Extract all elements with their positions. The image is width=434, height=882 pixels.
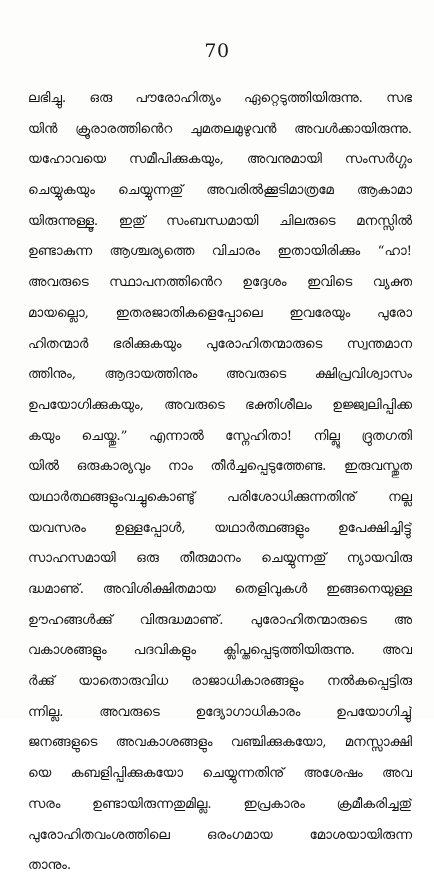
text-line: സരം ഉണ്ടായിരുന്നതുമില്ല. ഇപ്രകാരം ക്രമീകരിച്ചതു്	[28, 796, 412, 812]
text-line: യിരുന്നുള്ളൂ. ഇതു് സംബന്ധമായി ചിലരുടെ മനസ്സിൽ	[28, 213, 412, 229]
text-line: കയും ചെയ്തു.” എന്നാൽ സ്നേഹിതാ! നില്ലൂ ദ്രുതഗതി	[28, 428, 412, 444]
text-line: മായല്ലൊ, ഇതരജാതികളെപ്പോലെ ഇവരേയും പുരോ	[28, 305, 412, 321]
text-line: യെ കബളിപ്പിക്കുകയോ ചെയ്യുന്നതിനു് അശേഷം അവ	[28, 766, 412, 782]
text-line: സാഹസമായി ഒരു തീരുമാനം ചെയ്യുന്നതു് ന്യായവിരു	[28, 551, 412, 567]
text-line: ജനങ്ങളുടെ അവകാശങ്ങളും വഞ്ചിക്കുകയോ, മനസ്സാക്ഷി	[28, 735, 412, 751]
text-line: വകാശങ്ങളും പദവികളും ക്ലിപ്തപ്പെടുത്തിയിരുന്നു. അവ	[28, 643, 412, 659]
text-line: ലഭിച്ചു. ഒരു പൗരോഹിത്യം ഏറ്റെടുത്തിയിരുന്നു. സഭ	[28, 91, 412, 106]
text-line: ദ്ധമാണു്. അവിശിക്ഷിതമായ തെളിവുകൾ ഇങ്ങനെയുള്ള	[28, 582, 412, 597]
text-line: അവരുടെ സ്ഥാപനത്തിൻെറ ഉദ്ദേശം ഇവിടെ വ്യക്ത	[28, 275, 412, 291]
text-line: പുരോഹിതവംശത്തിലെ ഒരംഗമായ മോശയായിരുന്ന	[28, 827, 412, 843]
text-line: താനും.	[28, 858, 72, 874]
body-text	[28, 84, 412, 882]
text-line: യഥാർത്ഥങ്ങളുംവച്ചുകൊണ്ടു് പരിശോധിക്കുന്നതിനു് നല്ല	[28, 489, 412, 505]
text-line: ന്നില്ല. അവരുടെ ഉദ്യോഗാധികാരം ഉപയോഗിച്ചു്	[28, 704, 412, 720]
text-line: യവസരം ഉള്ളപ്പോൾ, യഥാർത്ഥങ്ങളും ഉപേക്ഷിച്ചിട്ടു്	[28, 520, 412, 536]
text-line: ർക്കു് യാതൊരുവിധ രാജാധികാരങ്ങളും നൽകപ്പെട്ടിരു	[28, 674, 412, 690]
text-line: ഹിതന്മാർ ഭരിക്കുകയും പുരോഹിതന്മാരുടെ സ്വന്തമാന	[28, 336, 412, 352]
text-line: യിൻ ക്രൂരാരത്തിൻെറ ചുമതലമുഴുവൻ അവൾക്കായിരുന്നു.	[28, 121, 412, 137]
text-line: ഉണ്ടാകുന്ന ആശ്ചര്യത്തെ വിചാരം ഇതായിരിക്കും “ഹാ!	[28, 244, 412, 260]
text-line: ഉപയോഗിക്കുകയും, അവരുടെ ഭക്തിശീലം ഉജ്ജ്വലിപ്പിക്ക	[28, 397, 412, 413]
page-number: 70	[204, 40, 230, 62]
text-line: യിൽ ഒരുകാര്യവും നാം തീർച്ചപ്പെടുത്തേണ്ട. ഇരുവസ്തുത	[28, 459, 412, 475]
text-line: യഹോവയെ സമീപിക്കുകയും, അവനുമായി സംസർഗ്ഗം	[28, 152, 412, 168]
text-line: ഊഹങ്ങൾക്കു് വിരുദ്ധമാണു്. പുരോഹിതന്മാരുടെ അ	[28, 612, 412, 628]
text-line: ചെയ്യുകയും ചെയ്യുന്നതു് അവരിൽക്കൂടിമാത്രമേ ആകാമാ	[28, 183, 412, 199]
text-line: ത്തിനും, ആദായത്തിനും അവരുടെ ക്ഷിപ്രവിശ്വാസം	[28, 367, 412, 383]
